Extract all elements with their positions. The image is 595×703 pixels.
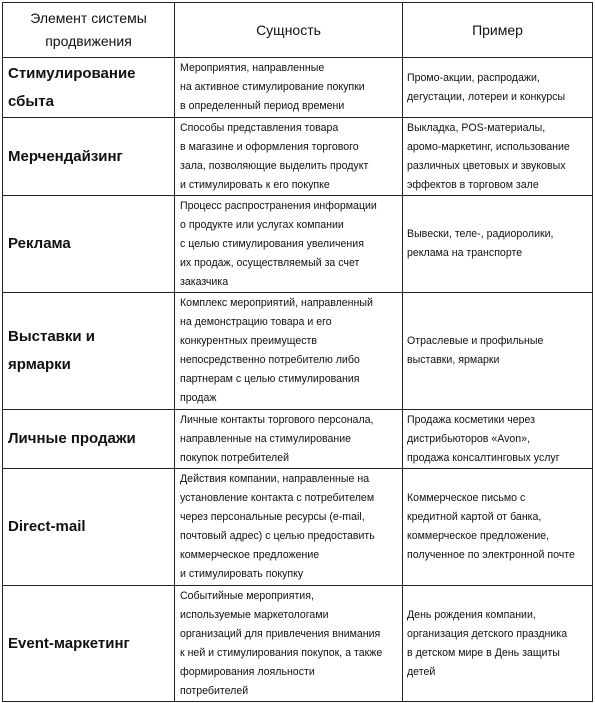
essence-cell xyxy=(175,469,403,586)
example-line: коммерческое предложение, xyxy=(407,530,550,542)
essence-line: и стимулировать покупку xyxy=(180,568,304,580)
essence-line: партнерам с целью стимулирования xyxy=(180,373,360,385)
element-name-line: сбыта xyxy=(8,92,54,110)
example-line: организация детского праздника xyxy=(407,627,568,640)
example-line: Промо-акции, распродажи, xyxy=(407,71,540,84)
table-header-row xyxy=(3,3,593,58)
essence-cell xyxy=(175,196,403,293)
example-line: кредитной картой от банка, xyxy=(407,511,542,523)
example-cell xyxy=(403,58,593,118)
table-row xyxy=(3,118,593,196)
element-name-line: ярмарки xyxy=(8,356,71,373)
essence-line: их продаж, осуществляемый за счет xyxy=(180,256,360,269)
promotion-system-table xyxy=(2,2,593,702)
header-element xyxy=(3,3,175,58)
element-name-line: Стимулирование xyxy=(8,64,136,82)
element-name-line: Event-маркетинг xyxy=(8,634,130,652)
example-line: продажа консалтинговых услуг xyxy=(407,451,560,464)
table-body xyxy=(3,58,593,702)
example-cell xyxy=(403,586,593,702)
element-name-cell xyxy=(3,293,175,410)
essence-line: потребителей xyxy=(180,684,249,697)
element-name-line: Выставки и xyxy=(8,328,96,345)
element-name-line: Мерчендайзинг xyxy=(8,147,123,165)
essence-line: коммерческое предложение xyxy=(180,549,320,561)
example-line: реклама на транспорте xyxy=(407,247,523,259)
essence-line: на демонстрацию товара и его xyxy=(180,316,332,328)
essence-cell xyxy=(175,410,403,469)
example-cell xyxy=(403,118,593,196)
example-line: Вывески, теле-, радиоролики, xyxy=(407,228,554,240)
example-line: аромо-маркетинг, использование xyxy=(407,140,570,153)
essence-line: организаций для привлечения внимания xyxy=(180,627,381,640)
table-row xyxy=(3,410,593,469)
example-line: эффектов в торговом зале xyxy=(407,178,539,191)
essence-line: Действия компании, направленные на xyxy=(180,473,370,485)
element-name-cell xyxy=(3,196,175,293)
example-line: в детском мире в День защиты xyxy=(407,646,560,659)
example-line: полученное по электронной почте xyxy=(407,549,575,561)
example-line: различных цветовых и звуковых xyxy=(407,159,566,172)
table-row xyxy=(3,469,593,586)
essence-cell xyxy=(175,586,403,702)
example-line: Продажа косметики через xyxy=(407,413,536,426)
element-name-cell xyxy=(3,118,175,196)
header-essence: Сущность xyxy=(175,3,403,58)
example-line: дегустации, лотереи и конкурсы xyxy=(407,90,566,103)
example-cell xyxy=(403,410,593,469)
example-line: дистрибьюторов «Avon», xyxy=(407,432,531,445)
element-name-cell xyxy=(3,410,175,469)
essence-line: о продукте или услугах компании xyxy=(180,218,344,231)
essence-line: с целью стимулирования увеличения xyxy=(180,237,364,250)
header-example: Пример xyxy=(403,3,593,58)
essence-line: зала, позволяющие выделить продукт xyxy=(180,159,369,172)
essence-cell xyxy=(175,58,403,118)
table-row xyxy=(3,58,593,118)
essence-line: в определенный период времени xyxy=(180,100,345,112)
essence-line: Мероприятия, направленные xyxy=(180,62,325,74)
example-line: День рождения компании, xyxy=(407,608,536,621)
essence-line: покупок потребителей xyxy=(180,451,290,464)
element-name-line: Direct-mail xyxy=(8,518,86,535)
essence-line: Комплекс мероприятий, направленный xyxy=(180,297,373,309)
essence-cell xyxy=(175,293,403,410)
header-element-line: продвижения xyxy=(45,33,132,49)
essence-line: и стимулировать к его покупке xyxy=(180,178,330,191)
essence-cell xyxy=(175,118,403,196)
essence-line: Событийные мероприятия, xyxy=(180,589,314,602)
header-element-line: Элемент системы xyxy=(30,10,147,26)
element-name-cell xyxy=(3,58,175,118)
essence-line: конкурентных преимуществ xyxy=(180,335,318,347)
essence-line: непосредственно потребителю либо xyxy=(180,354,360,366)
essence-line: к ней и стимулирования покупок, а также xyxy=(180,646,383,659)
essence-line: направленные на стимулирование xyxy=(180,432,352,445)
essence-line: почтовый адрес) с целью предоставить xyxy=(180,530,375,542)
table-row xyxy=(3,586,593,702)
essence-line: на активное стимулирование покупки xyxy=(180,81,365,93)
example-line: выставки, ярмарки xyxy=(407,354,500,366)
table-row xyxy=(3,196,593,293)
table-row xyxy=(3,293,593,410)
example-cell xyxy=(403,293,593,410)
example-cell xyxy=(403,469,593,586)
example-line: Отраслевые и профильные xyxy=(407,335,544,347)
element-name-line: Личные продажи xyxy=(8,430,136,447)
essence-line: продаж xyxy=(180,392,217,404)
element-name-cell xyxy=(3,586,175,702)
essence-line: в магазине и оформления торгового xyxy=(180,140,359,153)
essence-line: используемые маркетологами xyxy=(180,608,329,621)
example-line: Выкладка, POS-материалы, xyxy=(407,121,546,134)
example-cell xyxy=(403,196,593,293)
essence-line: через персональные ресурсы (e-mail, xyxy=(180,511,365,523)
element-name-cell xyxy=(3,469,175,586)
essence-line: установление контакта с потребителем xyxy=(180,492,375,504)
essence-line: формирования лояльности xyxy=(180,665,315,678)
essence-line: Процесс распространения информации xyxy=(180,199,377,212)
essence-line: Способы представления товара xyxy=(180,121,339,134)
example-line: Коммерческое письмо с xyxy=(407,492,526,504)
essence-line: Личные контакты торгового персонала, xyxy=(180,413,374,426)
essence-line: заказчика xyxy=(180,275,229,288)
example-line: детей xyxy=(407,665,436,678)
element-name-line: Реклама xyxy=(8,235,71,252)
